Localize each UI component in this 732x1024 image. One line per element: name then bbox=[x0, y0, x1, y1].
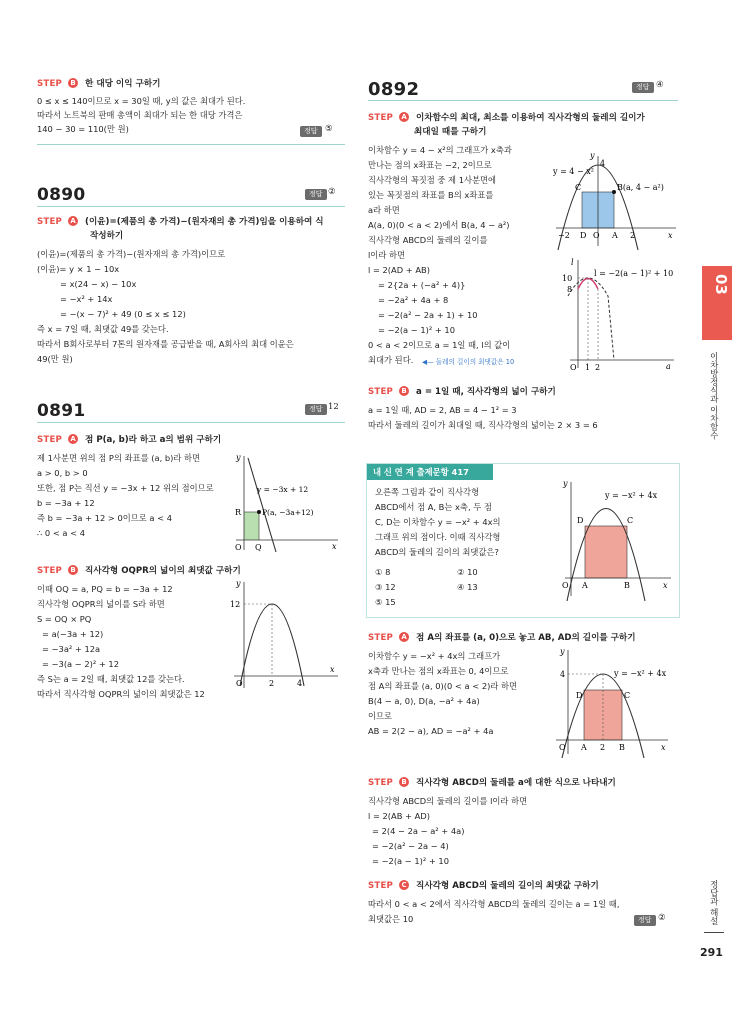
tick-1: 1 bbox=[585, 363, 591, 372]
section-label: 정답과 해설 bbox=[708, 880, 719, 926]
b-label: B bbox=[619, 743, 625, 752]
d-label: D bbox=[576, 691, 583, 700]
text-line: ∴ 0 < a < 4 bbox=[37, 528, 86, 538]
step-letter: A bbox=[68, 216, 78, 226]
text-line: 이때 OQ = a, PQ = b = −3a + 12 bbox=[37, 584, 173, 594]
text-line: 이므로 bbox=[368, 711, 393, 721]
text-line: 점 A의 좌표를 (a, 0)(0 < a < 2)라 하면 bbox=[368, 681, 518, 691]
text-line: a라 하면 bbox=[368, 205, 400, 215]
step-title: 직사각형 ABCD의 둘레를 a에 대한 식으로 나타내기 bbox=[416, 778, 616, 788]
step-label: STEP bbox=[368, 113, 394, 123]
step-a-header bbox=[37, 216, 324, 229]
text-line: 최댓값은 10 bbox=[368, 914, 414, 924]
problem-number: 0891 bbox=[37, 401, 86, 421]
text-line: l = 2(AB + AD) bbox=[368, 811, 430, 821]
rectangle-abcd bbox=[585, 526, 627, 578]
x-label: x bbox=[332, 542, 337, 551]
text-line: 0 < a < 2이므로 a = 1일 때, l의 값이 bbox=[368, 340, 511, 350]
p-label: P(a, −3a+12) bbox=[262, 508, 314, 517]
tick-2: 2 bbox=[600, 743, 606, 752]
tick-4: 4 bbox=[560, 670, 566, 679]
d-label: D bbox=[577, 516, 584, 525]
page-number: 291 bbox=[700, 946, 723, 959]
step-b-header bbox=[37, 565, 241, 578]
text-line: S = OQ × PQ bbox=[37, 614, 92, 624]
tick-4: 4 bbox=[600, 159, 606, 168]
divider bbox=[37, 422, 345, 423]
step-title: 한 대당 이익 구하기 bbox=[85, 79, 161, 89]
a-label: A bbox=[582, 581, 588, 590]
graph-417-solution bbox=[548, 646, 672, 758]
text-line: AB = 2(2 − a), AD = −a² + 4a bbox=[368, 726, 494, 736]
answer-badge: 정답 bbox=[305, 404, 327, 415]
choice-5[interactable]: ⑤ 15 bbox=[375, 597, 396, 607]
answer-badge: 정답 bbox=[305, 189, 327, 200]
step-letter: B bbox=[68, 78, 78, 88]
text-line: = −3a² + 12a bbox=[42, 644, 101, 654]
step-c-header bbox=[368, 880, 599, 893]
step-label: STEP bbox=[368, 881, 394, 891]
tick-2: 2 bbox=[269, 679, 275, 688]
answer-badge: 정답 bbox=[300, 126, 322, 137]
tick-8: 8 bbox=[567, 285, 573, 294]
tick-4: 4 bbox=[297, 679, 303, 688]
step-label: STEP bbox=[368, 633, 394, 643]
step-letter: B bbox=[68, 565, 78, 575]
text-line: = a(−3a + 12) bbox=[42, 629, 104, 639]
text-line: 즉 b = −3a + 12 > 0이므로 a < 4 bbox=[37, 513, 173, 523]
step-b-header bbox=[368, 777, 616, 790]
text-line: = 2{2a + (−a² + 4)} bbox=[378, 280, 466, 290]
step-letter: A bbox=[399, 632, 409, 642]
text-line: 또한, 점 P는 직선 y = −3x + 12 위의 점이므로 bbox=[37, 483, 214, 493]
l-label: l bbox=[571, 258, 574, 267]
x-label: x bbox=[668, 231, 673, 240]
step-title: a = 1일 때, 직사각형의 넓이 구하기 bbox=[416, 387, 556, 397]
graph-892-parabola bbox=[548, 150, 680, 250]
text-line: A(a, 0)(0 < a < 2)에서 B(a, 4 − a²) bbox=[368, 220, 510, 230]
origin-label: O bbox=[559, 743, 566, 752]
x-label: x bbox=[663, 581, 668, 590]
text-line: 있는 꼭짓점의 좌표를 B의 x좌표를 bbox=[368, 190, 494, 200]
text-line: l이라 하면 bbox=[368, 250, 406, 260]
point-p bbox=[257, 510, 261, 514]
text-line: a > 0, b > 0 bbox=[37, 468, 88, 478]
r-label: R bbox=[235, 508, 242, 517]
text-line: = −2(a − 1)² + 10 bbox=[378, 325, 455, 335]
text-line: = 2(4 − 2a − a² + 4a) bbox=[372, 826, 465, 836]
y-label: y bbox=[560, 647, 565, 656]
divider bbox=[37, 144, 345, 145]
chapter-number: 03 bbox=[712, 274, 730, 295]
line-label: y = −3x + 12 bbox=[257, 485, 309, 494]
c-label: C bbox=[627, 516, 634, 525]
text-line: = −2(a² − 2a − 4) bbox=[372, 841, 449, 851]
graph-892-perimeter bbox=[556, 256, 680, 372]
y-label: y bbox=[236, 579, 241, 588]
step-letter: B bbox=[399, 777, 409, 787]
text-line: B(4 − a, 0), D(a, −a² + 4a) bbox=[368, 696, 480, 706]
answer: ④ bbox=[656, 80, 664, 90]
related-problem-box bbox=[366, 463, 680, 618]
fn-label: y = −x² + 4x bbox=[605, 491, 658, 500]
chapter-tab bbox=[702, 266, 732, 340]
x-label: x bbox=[661, 743, 666, 752]
page-divider bbox=[704, 932, 724, 933]
problem-number: 0892 bbox=[368, 79, 420, 100]
point-b bbox=[612, 190, 616, 194]
fn-label: l = −2(a − 1)² + 10 bbox=[594, 269, 674, 278]
text-line: 직사각형 ABCD의 둘레의 길이를 l이라 하면 bbox=[368, 796, 528, 806]
tick-12: 12 bbox=[230, 600, 241, 609]
tick-10: 10 bbox=[562, 274, 573, 283]
text-line: 즉 x = 7일 때, 최댓값 49를 갖는다. bbox=[37, 324, 169, 334]
text-line: 만나는 점의 x좌표는 −2, 2이므로 bbox=[368, 160, 492, 170]
step-letter: A bbox=[399, 112, 409, 122]
text-line: 따라서 직사각형 OQPR의 넓이의 최댓값은 12 bbox=[37, 689, 205, 699]
step-title-cont: 최대일 때를 구하기 bbox=[414, 127, 487, 137]
answer-badge: 정답 bbox=[632, 82, 654, 93]
rectangle-oqpr bbox=[244, 512, 259, 540]
origin-label: O bbox=[236, 679, 243, 688]
step-title-cont: 작성하기 bbox=[90, 231, 124, 241]
a-label: A bbox=[581, 743, 587, 752]
tick-2: 2 bbox=[630, 231, 636, 240]
text-line: 오른쪽 그림과 같이 직사각형 bbox=[375, 487, 480, 497]
text-line: = −2(a − 1)² + 10 bbox=[372, 856, 449, 866]
text-line: ABCD에서 점 A, B는 x축, 두 점 bbox=[375, 502, 492, 512]
step-title: 직사각형 ABCD의 둘레의 길이의 최댓값 구하기 bbox=[416, 881, 599, 891]
fn-label: y = −x² + 4x bbox=[614, 669, 667, 678]
text-line: ABCD의 둘레의 길이의 최댓값은? bbox=[375, 547, 499, 557]
text-line: 이차함수 y = 4 − x²의 그래프가 x축과 bbox=[368, 145, 512, 155]
step-letter: A bbox=[68, 434, 78, 444]
origin-label: O bbox=[235, 543, 242, 552]
choice-3[interactable]: ③ 12 bbox=[375, 582, 396, 592]
c-label: C bbox=[575, 183, 582, 192]
text-line: = −(x − 7)² + 49 (0 ≤ x ≤ 12) bbox=[60, 309, 186, 319]
step-b-header bbox=[37, 78, 160, 91]
origin-label: O bbox=[593, 231, 600, 240]
text-line: b = −3a + 12 bbox=[37, 498, 95, 508]
parabola-dashed bbox=[568, 278, 614, 360]
text-line: 즉 S는 a = 2일 때, 최댓값 12를 갖는다. bbox=[37, 674, 185, 684]
step-b-header bbox=[368, 386, 556, 399]
y-label: y bbox=[236, 453, 241, 462]
step-label: STEP bbox=[37, 217, 63, 227]
b-label: B(a, 4 − a²) bbox=[617, 183, 664, 192]
y-label: y bbox=[563, 479, 568, 488]
tick-2: 2 bbox=[595, 363, 601, 372]
note-text: 둘레의 길이의 최댓값은 10 bbox=[435, 358, 515, 366]
text-line: (이윤)=(제품의 총 가격)−(원자재의 총 가격)이므로 bbox=[37, 249, 226, 259]
text-line: 따라서 0 < a < 2에서 직사각형 ABCD의 둘레의 길이는 a = 1일 때, bbox=[368, 899, 620, 909]
choice-2[interactable]: ② 10 bbox=[457, 567, 478, 577]
y-label: y bbox=[590, 151, 595, 160]
text-line: 따라서 둘레의 길이가 최대일 때, 직사각형의 넓이는 2 × 3 = 6 bbox=[368, 420, 598, 430]
step-label: STEP bbox=[37, 566, 63, 576]
step-title: 이차함수의 최대, 최소를 이용하여 직사각형의 둘레의 길이가 bbox=[416, 113, 645, 123]
divider bbox=[368, 100, 678, 101]
a-label: A bbox=[612, 231, 618, 240]
text-line: = −x² + 14x bbox=[60, 294, 113, 304]
text-line: x축과 만나는 점의 x좌표는 0, 4이므로 bbox=[368, 666, 509, 676]
graph-parabola-area bbox=[222, 578, 342, 696]
text-line: = −2(a² − 2a + 1) + 10 bbox=[378, 310, 478, 320]
tick-m2: −2 bbox=[558, 231, 570, 240]
text-line: = −2a² + 4a + 8 bbox=[378, 295, 449, 305]
text-line: 직사각형의 꼭짓점 중 제 1사분면에 bbox=[368, 175, 497, 185]
step-letter: C bbox=[399, 880, 409, 890]
choice-4[interactable]: ④ 13 bbox=[457, 582, 478, 592]
text-line: l = 2(AD + AB) bbox=[368, 265, 430, 275]
text-line: 49(만 원) bbox=[37, 354, 73, 364]
text-line: 직사각형 OQPR의 넓이를 S라 하면 bbox=[37, 599, 165, 609]
text-line: 따라서 노트북의 판매 총액이 최대가 되는 한 대당 가격은 bbox=[37, 110, 243, 120]
text-line: 따라서 B회사로부터 7톤의 원자재를 공급받을 때, A회사의 최대 이윤은 bbox=[37, 339, 294, 349]
step-label: STEP bbox=[368, 778, 394, 788]
a-axis-label: a bbox=[666, 362, 671, 371]
divider bbox=[37, 206, 345, 207]
box-header: 내 신 연 계 출제문항 417 bbox=[367, 464, 493, 480]
arrow-note: ◀— 둘레의 길이의 최댓값은 10 bbox=[422, 358, 515, 366]
text-line: 제 1사분면 위의 점 P의 좌표를 (a, b)라 하면 bbox=[37, 453, 201, 463]
text-line: 직사각형 ABCD의 둘레의 길이를 bbox=[368, 235, 488, 245]
text-line: (이윤)= y × 1 − 10x bbox=[37, 264, 120, 274]
answer: ⑤ bbox=[325, 124, 333, 134]
text-line: = −3(a − 2)² + 12 bbox=[42, 659, 119, 669]
step-a-header bbox=[37, 434, 221, 447]
answer: ② bbox=[328, 187, 336, 197]
step-a-header bbox=[368, 632, 636, 645]
text-line: 그래프 위의 점이다. 이때 직사각형 bbox=[375, 532, 501, 542]
text-line: 이차함수 y = −x² + 4x의 그래프가 bbox=[368, 651, 501, 661]
origin-label: O bbox=[562, 581, 569, 590]
choice-1[interactable]: ① 8 bbox=[375, 567, 391, 577]
step-title: 점 P(a, b)라 하고 a의 범위 구하기 bbox=[85, 435, 222, 445]
q-label: Q bbox=[255, 543, 262, 552]
graph-line-rectangle bbox=[226, 450, 344, 558]
text-line: 140 − 30 = 110(만 원) bbox=[37, 124, 129, 134]
b-label: B bbox=[624, 581, 630, 590]
answer: 12 bbox=[328, 402, 339, 412]
step-label: STEP bbox=[37, 79, 63, 89]
text-line: = x(24 − x) − 10x bbox=[60, 279, 137, 289]
answer: ② bbox=[658, 913, 666, 923]
d-label: D bbox=[580, 231, 587, 240]
text-line: 0 ≤ x ≤ 140이므로 x = 30일 때, y의 값은 최대가 된다. bbox=[37, 96, 246, 106]
problem-number: 0890 bbox=[37, 185, 86, 205]
fn-label: y = 4 − x² bbox=[553, 167, 594, 176]
chapter-title: 이차방정식과 이차함수 bbox=[708, 352, 719, 440]
step-label: STEP bbox=[37, 435, 63, 445]
answer-badge: 정답 bbox=[634, 915, 656, 926]
step-label: STEP bbox=[368, 387, 394, 397]
x-label: x bbox=[330, 665, 335, 674]
step-a-header bbox=[368, 112, 645, 125]
step-title: 직사각형 OQPR의 넓이의 최댓값 구하기 bbox=[85, 566, 241, 576]
text-line: a = 1일 때, AD = 2, AB = 4 − 1² = 3 bbox=[368, 405, 517, 415]
c-label: C bbox=[624, 691, 631, 700]
text-line: 최대가 된다. bbox=[368, 355, 414, 365]
step-title: (이윤)=(제품의 총 가격)−(원자재의 총 가격)임을 이용하여 식 bbox=[85, 217, 324, 227]
step-letter: B bbox=[399, 386, 409, 396]
origin-label: O bbox=[570, 363, 577, 372]
step-title: 점 A의 좌표를 (a, 0)으로 놓고 AB, AD의 길이를 구하기 bbox=[416, 633, 636, 643]
graph-417 bbox=[557, 476, 675, 614]
text-line: C, D는 이차함수 y = −x² + 4x의 bbox=[375, 517, 501, 527]
